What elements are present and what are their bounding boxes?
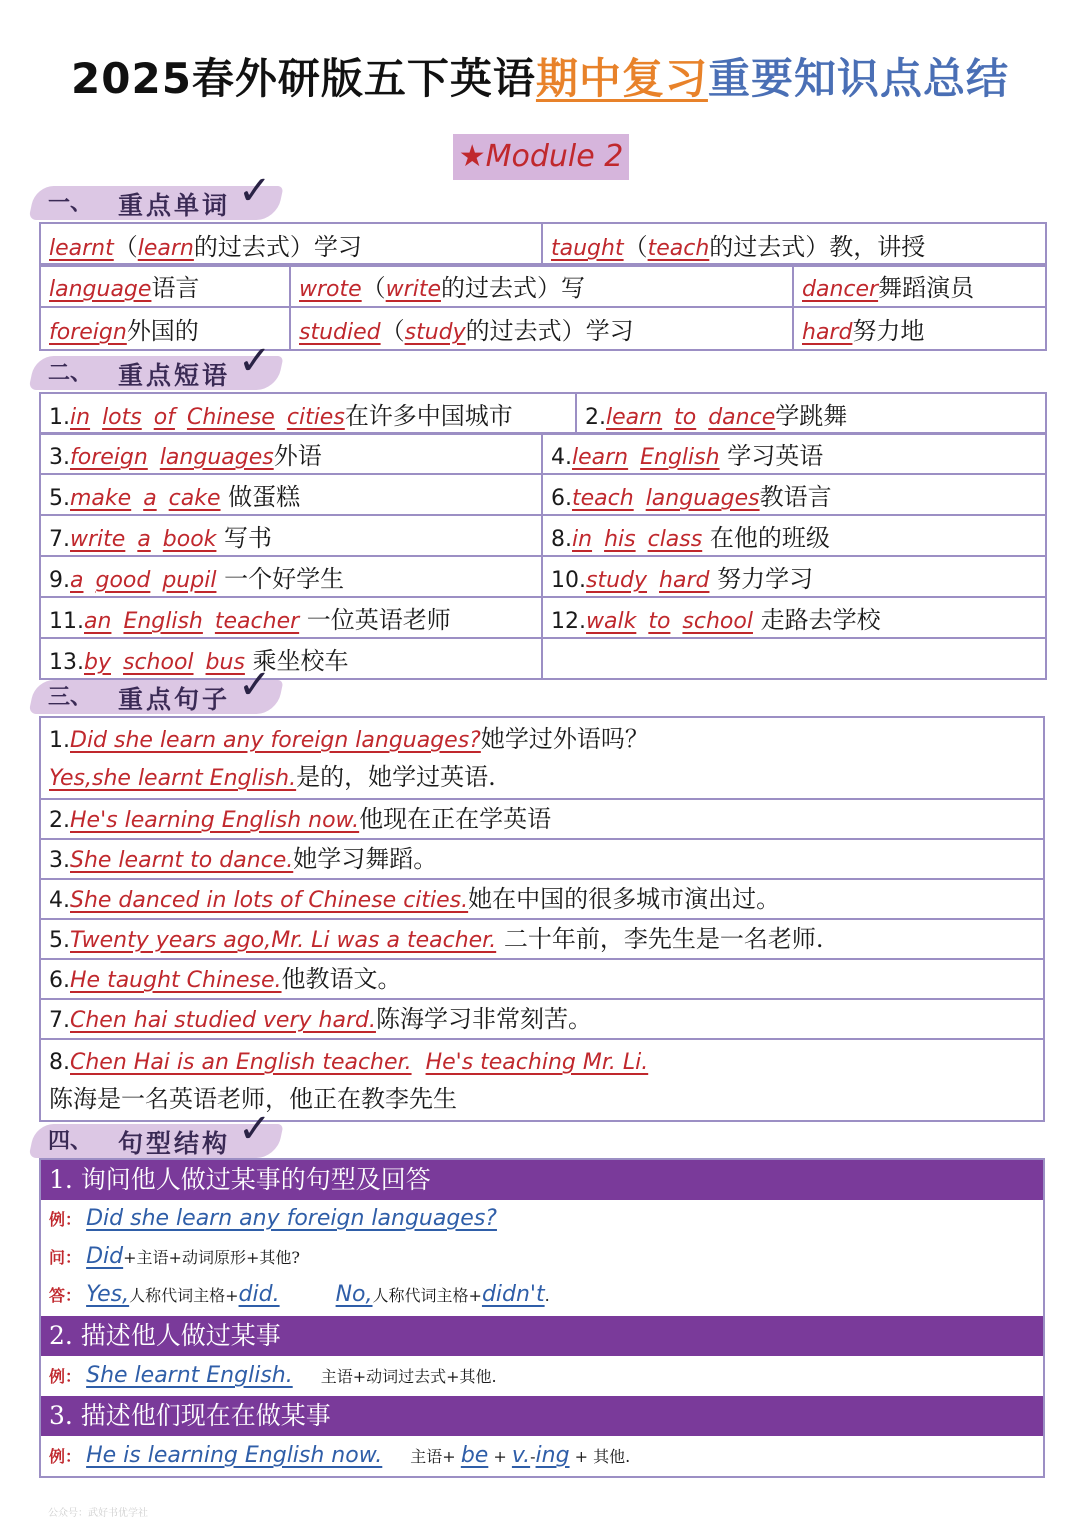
phrase-cell [40,597,542,638]
phrase-number: 4. [551,445,572,470]
phrase-number: 10. [551,568,586,593]
word-cell: wrote（write的过去式）写 [290,264,793,307]
check-icon: ✓ [238,168,272,214]
check-icon: ✓ [238,1106,272,1152]
phrase-word: dance [708,405,776,430]
phrase-word: walk [586,609,637,634]
section-header-patterns [32,1106,284,1160]
phrase-word: book [162,527,217,552]
check-icon: ✓ [238,338,272,384]
section-label: 句型结构 [118,1129,231,1158]
table-row [40,474,1046,515]
section-number: 一、 [48,191,93,216]
phrase-number: 7. [49,527,70,552]
check-icon: ✓ [238,662,272,708]
word-cell: hard努力地 [793,307,1046,350]
sentence-line: 8.Chen Hai is an English teacher. He's teaching Mr. Li. [49,1050,649,1075]
phrase-word: hard [659,568,710,593]
phrase-cell [542,556,1046,597]
sentences-box [39,716,1045,1122]
phrase-number: 11. [49,609,84,634]
phrase-meaning: 学跳舞 [775,402,848,430]
phrase-meaning: 走路去学校 [752,606,881,634]
phrase-number: 2. [585,405,606,430]
phrase-word: learn [572,445,629,470]
phrase-word: bus [205,650,245,675]
word-cell: language语言 [40,264,290,307]
words-table [39,222,1047,267]
phrase-word: school [682,609,753,634]
phrase-word: to [648,609,671,634]
phrase-word: by [84,650,111,675]
title-part3: 重要知识点总结 [707,54,1009,103]
pattern-example: 例： Did she learn any foreign languages? [49,1206,497,1231]
phrase-word: class [647,527,703,552]
phrase-number: 3. [49,445,70,470]
page-title [0,46,1080,106]
word-cell: taught（teach的过去式）教，讲授 [542,223,1046,266]
word-cell: learnt（learn的过去式）学习 [40,223,542,266]
word-cell: studied（study的过去式）学习 [290,307,793,350]
sentence-line: 陈海是一名英语老师，他正在教李先生 [49,1085,457,1113]
sentence-row: 5.Twenty years ago,Mr. Li was a teacher. 二十年前，李先生是一名老师. [41,920,1043,960]
phrase-word: of [153,405,175,430]
phrase-word: teach [572,486,634,511]
phrase-word: write [70,527,126,552]
pattern-header: 2. 描述他人做过某事 [41,1316,1043,1356]
phrase-cell [542,515,1046,556]
phrases-table [39,432,1047,680]
phrase-word: pupil [162,568,217,593]
phrase-word: teacher [214,609,300,634]
sentence-row [41,1040,1043,1120]
phrase-word: cake [168,486,221,511]
phrase-cell [40,474,542,515]
phrase-word: learn [606,405,663,430]
phrase-meaning: 一个好学生 [216,565,345,593]
title-part2: 期中复习 [535,54,708,103]
word-cell: dancer舞蹈演员 [793,264,1046,307]
words-table-rows [39,263,1047,351]
phrase-meaning: 学习英语 [719,442,824,470]
phrase-word: good [95,568,151,593]
section-label: 重点单词 [118,191,231,220]
table-row [40,223,1046,266]
section-label: 重点句子 [118,685,231,714]
word-cell: foreign外国的 [40,307,290,350]
pattern-example: 例： She learnt English. 主语+动词过去式+其他. [49,1363,497,1388]
phrase-cell [542,597,1046,638]
table-row [40,307,1046,350]
phrase-meaning: 写书 [216,524,273,552]
phrase-word: lots [102,405,142,430]
title-part1: 2025春外研版五下英语 [71,54,536,103]
sentence-row: 3.She learnt to dance.她学习舞蹈。 [41,840,1043,880]
phrase-word: study [586,568,648,593]
phrase-word: languages [159,445,274,470]
section-number: 四、 [48,1129,93,1154]
phrase-cell [40,556,542,597]
module-badge: ★Module 2 [453,134,629,180]
phrase-word: a [143,486,157,511]
phrase-number: 12. [551,609,586,634]
phrase-meaning: 在许多中国城市 [344,402,513,430]
table-row [40,638,1046,679]
phrase-cell [542,433,1046,474]
phrase-word: school [122,650,194,675]
phrase-word: English [640,445,720,470]
pattern-answer: 答： Yes,人称代词主格+did. No,人称代词主格+didn't. [49,1282,550,1307]
sentence-row: 2.He's learning English now.他现在正在学英语 [41,800,1043,840]
sentence-row: 4.She danced in lots of Chinese cities.她在中国的很多城市演出过。 [41,880,1043,920]
phrase-number: 9. [49,568,70,593]
table-row [40,433,1046,474]
sentence-line: Yes,she learnt English.是的，她学过英语. [49,763,496,791]
table-row [40,515,1046,556]
phrase-word: an [84,609,112,634]
phrase-word: English [123,609,203,634]
phrases-table-first-row [39,392,1047,435]
phrase-number: 1. [49,405,70,430]
phrase-word: cities [286,405,345,430]
patterns-box [39,1158,1045,1478]
section-label: 重点短语 [118,361,231,390]
section-header-phrases [32,338,284,392]
phrase-cell [40,638,542,679]
phrase-word: foreign [70,445,148,470]
sentence-row: 6.He taught Chinese.他教语文。 [41,960,1043,1000]
phrase-meaning: 做蛋糕 [220,483,301,511]
phrase-word: in [70,405,91,430]
phrase-word: his [604,527,636,552]
watermark: 公众号：武好书优学社 [48,1508,148,1519]
phrase-meaning: 一位英语老师 [299,606,451,634]
table-row [40,556,1046,597]
phrase-word: make [70,486,132,511]
section-header-words [32,168,284,222]
phrase-word: languages [645,486,760,511]
phrase-cell [40,515,542,556]
phrase-word: Chinese [186,405,275,430]
section-number: 三、 [48,685,93,710]
phrase-number: 13. [49,650,84,675]
phrase-meaning: 在他的班级 [702,524,830,552]
phrase-word: to [674,405,697,430]
pattern-header: 3. 描述他们现在在做某事 [41,1396,1043,1436]
section-number: 二、 [48,361,93,386]
phrase-word: a [137,527,151,552]
phrase-meaning: 外语 [273,442,322,470]
pattern-header: 1. 询问他人做过某事的句型及回答 [41,1160,1043,1200]
phrase-meaning: 教语言 [759,483,832,511]
sentence-row [41,718,1043,800]
phrase-cell [542,474,1046,515]
phrase-meaning: 乘坐校车 [244,647,349,675]
phrase-word: in [572,527,593,552]
phrase-number: 8. [551,527,572,552]
pattern-example: 例： He is learning English now. 主语+ be + v.-ing + 其他. [49,1443,631,1468]
sentence-line: 1.Did she learn any foreign languages?她学过外语吗？ [49,725,649,753]
table-row [40,597,1046,638]
table-row [40,264,1046,307]
phrase-meaning: 努力学习 [709,565,814,593]
empty-cell [542,638,1046,679]
table-row [40,393,1046,434]
phrase-cell [40,433,542,474]
sentence-row: 7.Chen hai studied very hard.陈海学习非常刻苦。 [41,1000,1043,1040]
phrase-word: a [70,568,84,593]
phrase-number: 5. [49,486,70,511]
phrase-cell [576,393,1046,434]
pattern-question: 问： Did+主语+动词原形+其他? [49,1244,300,1269]
phrase-number: 6. [551,486,572,511]
phrase-cell [40,393,576,434]
